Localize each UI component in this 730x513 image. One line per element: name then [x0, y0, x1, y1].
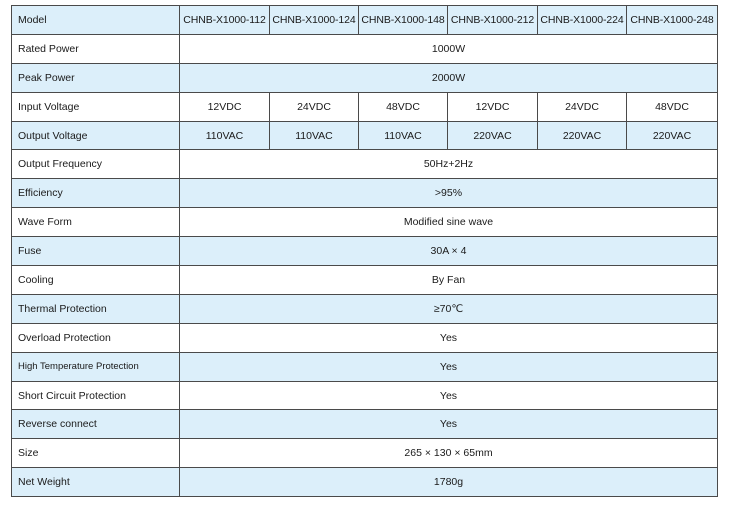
- table-row-peak-power: [12, 63, 718, 92]
- value-high-temperature-protection: Yes: [180, 352, 718, 381]
- model-cell: CHNB-X1000-112: [180, 6, 270, 35]
- row-label-cooling: Cooling: [12, 266, 180, 295]
- row-label-overload-protection: Overload Protection: [12, 323, 180, 352]
- row-label-output-voltage: Output Voltage: [12, 121, 180, 150]
- table-row-fuse: [12, 237, 718, 266]
- value-input-voltage: 48VDC: [359, 92, 448, 121]
- spec-table: [11, 5, 718, 497]
- row-label-input-voltage: Input Voltage: [12, 92, 180, 121]
- table-row-size: [12, 439, 718, 468]
- row-label-reverse-connect: Reverse connect: [12, 410, 180, 439]
- row-label-model: Model: [12, 6, 180, 35]
- row-label-efficiency: Efficiency: [12, 179, 180, 208]
- row-label-peak-power: Peak Power: [12, 63, 180, 92]
- row-label-rated-power: Rated Power: [12, 34, 180, 63]
- value-input-voltage: 24VDC: [538, 92, 627, 121]
- table-row-rated-power: [12, 34, 718, 63]
- table-row-input-voltage: [12, 92, 718, 121]
- value-output-voltage: 220VAC: [448, 121, 538, 150]
- row-label-net-weight: Net Weight: [12, 468, 180, 497]
- table-row-output-frequency: [12, 150, 718, 179]
- row-label-output-frequency: Output Frequency: [12, 150, 180, 179]
- model-cell: CHNB-X1000-124: [270, 6, 359, 35]
- row-label-high-temperature-protection: High Temperature Protection: [12, 352, 180, 381]
- model-cell: CHNB-X1000-212: [448, 6, 538, 35]
- table-row-wave-form: [12, 208, 718, 237]
- row-label-size: Size: [12, 439, 180, 468]
- value-efficiency: >95%: [180, 179, 718, 208]
- row-label-thermal-protection: Thermal Protection: [12, 294, 180, 323]
- value-input-voltage: 12VDC: [448, 92, 538, 121]
- value-fuse: 30A × 4: [180, 237, 718, 266]
- table-row-short-circuit-protection: [12, 381, 718, 410]
- value-short-circuit-protection: Yes: [180, 381, 718, 410]
- row-label-wave-form: Wave Form: [12, 208, 180, 237]
- table-row-cooling: [12, 266, 718, 295]
- value-thermal-protection: ≥70℃: [180, 294, 718, 323]
- table-row-thermal-protection: [12, 294, 718, 323]
- table-row-output-voltage: [12, 121, 718, 150]
- value-reverse-connect: Yes: [180, 410, 718, 439]
- table-row-model: [12, 6, 718, 35]
- table-row-overload-protection: [12, 323, 718, 352]
- value-output-voltage: 220VAC: [538, 121, 627, 150]
- value-size: 265 × 130 × 65mm: [180, 439, 718, 468]
- value-wave-form: Modified sine wave: [180, 208, 718, 237]
- model-cell: CHNB-X1000-224: [538, 6, 627, 35]
- table-row-reverse-connect: [12, 410, 718, 439]
- model-cell: CHNB-X1000-148: [359, 6, 448, 35]
- value-peak-power: 2000W: [180, 63, 718, 92]
- value-rated-power: 1000W: [180, 34, 718, 63]
- table-row-net-weight: [12, 468, 718, 497]
- model-cell: CHNB-X1000-248: [627, 6, 718, 35]
- row-label-short-circuit-protection: Short Circuit Protection: [12, 381, 180, 410]
- table-row-efficiency: [12, 179, 718, 208]
- value-output-voltage: 110VAC: [359, 121, 448, 150]
- value-input-voltage: 24VDC: [270, 92, 359, 121]
- value-output-frequency: 50Hz+2Hz: [180, 150, 718, 179]
- value-overload-protection: Yes: [180, 323, 718, 352]
- value-input-voltage: 12VDC: [180, 92, 270, 121]
- value-input-voltage: 48VDC: [627, 92, 718, 121]
- row-label-fuse: Fuse: [12, 237, 180, 266]
- table-row-high-temperature-protection: [12, 352, 718, 381]
- value-output-voltage: 220VAC: [627, 121, 718, 150]
- value-output-voltage: 110VAC: [180, 121, 270, 150]
- value-cooling: By Fan: [180, 266, 718, 295]
- value-output-voltage: 110VAC: [270, 121, 359, 150]
- value-net-weight: 1780g: [180, 468, 718, 497]
